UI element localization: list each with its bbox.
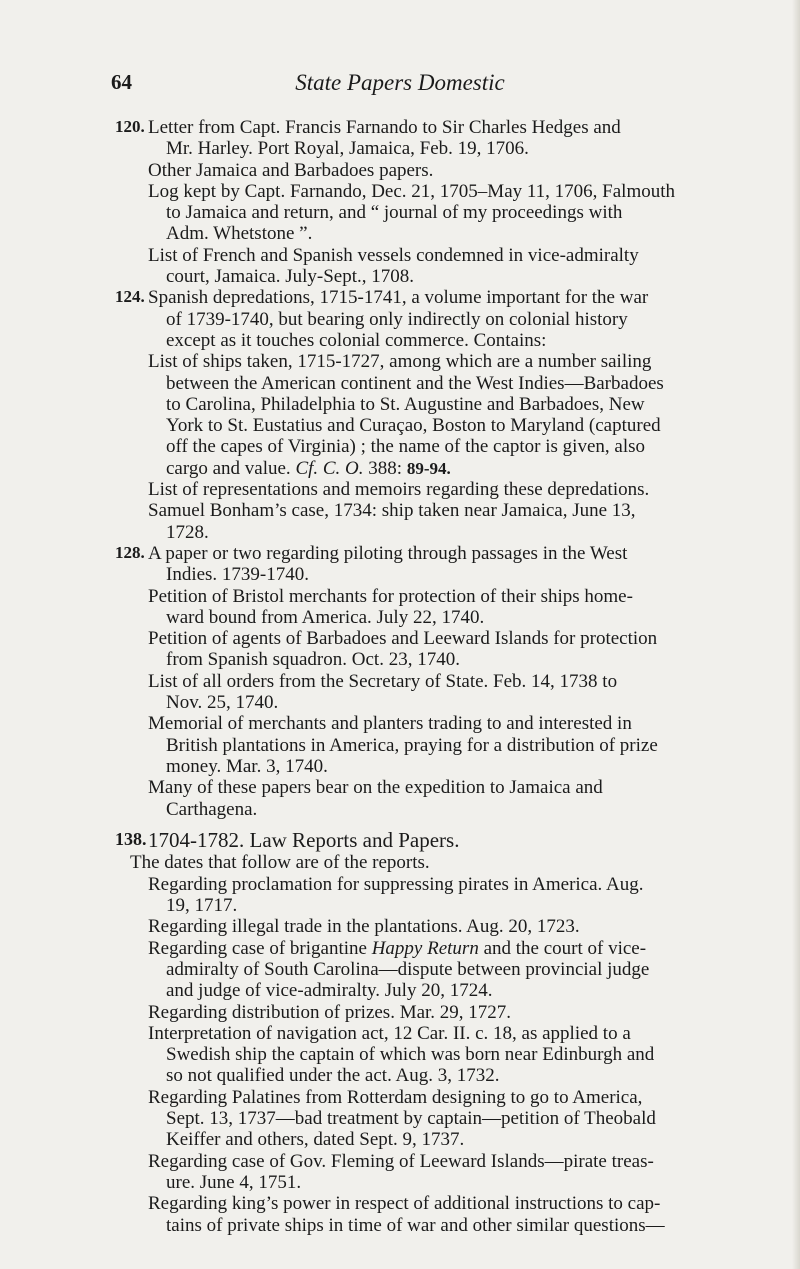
line-text: Regarding proclamation for suppressing pirates in America. Aug. xyxy=(148,873,644,895)
line-text: Regarding case of brigantine xyxy=(148,937,367,959)
line-text: Regarding distribution of prizes. Mar. 29, 1727. xyxy=(148,1001,512,1023)
line-text: tains of private ships in time of war and other similar questions— xyxy=(166,1214,665,1236)
text-line xyxy=(148,479,718,500)
line-text: admiralty of South Carolina—dispute between provincial judge xyxy=(166,958,650,980)
line-text: List of all orders from the Secretary of State. Feb. 14, 1738 to xyxy=(148,670,618,692)
section-lines xyxy=(148,874,718,1236)
text-line xyxy=(148,1023,718,1044)
line-text: Letter from Capt. Francis Farnando to Sir Charles Hedges and xyxy=(148,117,621,138)
entry xyxy=(115,542,718,820)
line-text: List of representations and memoirs regarding these depredations. xyxy=(148,479,650,501)
line-text: 1728. xyxy=(166,521,209,543)
line-text: money. Mar. 3, 1740. xyxy=(166,755,328,777)
section-number: 138. xyxy=(115,828,147,849)
line-text: Regarding case of Gov. Fleming of Leeward Islands—pirate treas- xyxy=(148,1150,654,1172)
text-line xyxy=(148,1044,718,1065)
line-text: Log kept by Capt. Farnando, Dec. 21, 1705–May 11, 1706, Falmouth xyxy=(148,180,676,202)
line-text: and judge of vice-admiralty. July 20, 1724. xyxy=(166,980,493,1002)
text-line xyxy=(148,1129,718,1150)
line-text: cargo and value. xyxy=(166,457,291,479)
text-line xyxy=(148,586,718,607)
text-line xyxy=(148,1087,718,1108)
text-line xyxy=(148,330,718,351)
line-text: ure. June 4, 1751. xyxy=(166,1171,302,1193)
text-line xyxy=(148,351,718,372)
line-text: List of ships taken, 1715-1727, among which are a number sailing xyxy=(148,351,652,373)
text-line xyxy=(148,1108,718,1129)
text-line xyxy=(148,1002,718,1023)
line-text: to Jamaica and return, and “ journal of my proceedings with xyxy=(166,202,623,224)
text-line xyxy=(148,1151,718,1172)
line-text: Regarding illegal trade in the plantations. Aug. 20, 1723. xyxy=(148,916,580,938)
text-line xyxy=(148,1215,718,1236)
line-text: Indies. 1739-1740. xyxy=(166,564,310,586)
text-line xyxy=(148,373,718,394)
text-line xyxy=(148,713,718,734)
text-line xyxy=(148,245,718,266)
text-line xyxy=(148,564,718,585)
line-text: of 1739-1740, but bearing only indirectly on colonial history xyxy=(166,308,628,330)
line-text: List of French and Spanish vessels condemned in vice-admiralty xyxy=(148,244,639,266)
line-text: off the capes of Virginia) ; the name of the captor is given, also xyxy=(166,436,645,458)
section-law-reports xyxy=(115,827,718,1236)
text-line xyxy=(148,436,718,457)
text-line xyxy=(148,756,718,777)
line-text: so not qualified under the act. Aug. 3, 1732. xyxy=(166,1065,500,1087)
entry xyxy=(115,117,718,288)
line-text: Sept. 13, 1737—bad treatment by captain—petition of Theobald xyxy=(166,1108,656,1130)
line-text: ward bound from America. July 22, 1740. xyxy=(166,606,485,628)
line-tail: and the court of vice- xyxy=(478,937,647,959)
line-text: between the American continent and the West Indies—Barbadoes xyxy=(166,372,664,394)
text-line xyxy=(148,1193,718,1214)
line-text: British plantations in America, praying for a distribution of prize xyxy=(166,734,658,756)
line-text: 19, 1717. xyxy=(166,895,238,917)
line-text: Carthagena. xyxy=(166,798,258,820)
line-text: except as it touches colonial commerce. Contains: xyxy=(166,329,547,351)
page-number: 64 xyxy=(111,70,132,94)
text-line xyxy=(148,799,718,820)
entry-number: 124. xyxy=(115,287,145,307)
text-line xyxy=(148,522,718,543)
text-line xyxy=(148,394,718,415)
line-text: Nov. 25, 1740. xyxy=(166,692,279,714)
text-line xyxy=(148,777,718,798)
line-text: York to St. Eustatius and Curaçao, Boston to Maryland (captured xyxy=(166,415,661,437)
line-text: Memorial of merchants and planters trading to and interested in xyxy=(148,713,632,735)
line-text: Petition of Bristol merchants for protection of their ships home- xyxy=(148,585,633,607)
line-text: Mr. Harley. Port Royal, Jamaica, Feb. 19, 1706. xyxy=(166,138,529,160)
text-line xyxy=(148,309,718,330)
text-line xyxy=(148,160,718,181)
text-line xyxy=(148,671,718,692)
page-edge-shadow xyxy=(792,0,800,1269)
text-line xyxy=(148,223,718,244)
text-line xyxy=(148,607,718,628)
text-line xyxy=(148,500,718,521)
entry-number: 128. xyxy=(115,542,145,562)
text-line xyxy=(148,895,718,916)
line-text: Many of these papers bear on the expedition to Jamaica and xyxy=(148,777,603,799)
running-head: State Papers Domestic xyxy=(295,70,505,95)
text-line xyxy=(148,628,718,649)
text-line xyxy=(148,202,718,223)
line-text: Samuel Bonham’s case, 1734: ship taken near Jamaica, June 13, xyxy=(148,500,636,522)
reference-range: 89-94. xyxy=(406,458,451,478)
line-text: Adm. Whetstone ”. xyxy=(166,223,313,245)
line-text: Keiffer and others, dated Sept. 9, 1737. xyxy=(166,1129,465,1151)
text-line xyxy=(148,1065,718,1086)
entry-number: 120. xyxy=(115,117,145,136)
line-text: Spanish depredations, 1715-1741, a volume important for the war xyxy=(148,287,649,309)
text-line xyxy=(148,938,718,959)
line-text: Regarding Palatines from Rotterdam designing to go to America, xyxy=(148,1086,643,1108)
text-line xyxy=(148,980,718,1001)
line-text: Interpretation of navigation act, 12 Car. II. c. 18, as applied to a xyxy=(148,1022,631,1044)
text-line xyxy=(148,287,718,308)
text-line xyxy=(148,874,718,895)
line-text: Petition of agents of Barbadoes and Leeward Islands for protection xyxy=(148,628,658,650)
line-text: A paper or two regarding piloting through passages in the West xyxy=(148,542,628,564)
line-text: court, Jamaica. July-Sept., 1708. xyxy=(166,266,415,288)
text-line xyxy=(148,415,718,436)
text-line xyxy=(148,138,718,159)
page-header xyxy=(0,70,800,100)
line-text: Other Jamaica and Barbadoes papers. xyxy=(148,159,434,181)
section-title: 1704-1782. Law Reports and Papers. xyxy=(148,827,460,852)
text-line xyxy=(148,649,718,670)
text-line xyxy=(148,543,718,564)
reference-number: 388: xyxy=(368,457,407,479)
section-lead: The dates that follow are of the reports. xyxy=(130,851,430,873)
text-line xyxy=(148,959,718,980)
italic-title: Happy Return xyxy=(371,937,479,959)
line-text: to Carolina, Philadelphia to St. Augustine and Barbadoes, New xyxy=(166,393,645,415)
text-line xyxy=(148,458,718,479)
text-line xyxy=(148,692,718,713)
text-line xyxy=(148,1172,718,1193)
entry xyxy=(115,287,718,543)
text-line xyxy=(148,117,718,138)
text-line xyxy=(148,735,718,756)
reference-italic: Cf. C. O. xyxy=(290,457,369,479)
line-text: Swedish ship the captain of which was born near Edinburgh and xyxy=(166,1044,655,1066)
entries-list xyxy=(115,117,718,820)
page-body xyxy=(115,117,718,1236)
text-line xyxy=(148,181,718,202)
text-line xyxy=(148,266,718,287)
line-text: Regarding king’s power in respect of additional instructions to cap- xyxy=(148,1193,661,1215)
line-text: from Spanish squadron. Oct. 23, 1740. xyxy=(166,649,460,671)
text-line xyxy=(148,916,718,937)
